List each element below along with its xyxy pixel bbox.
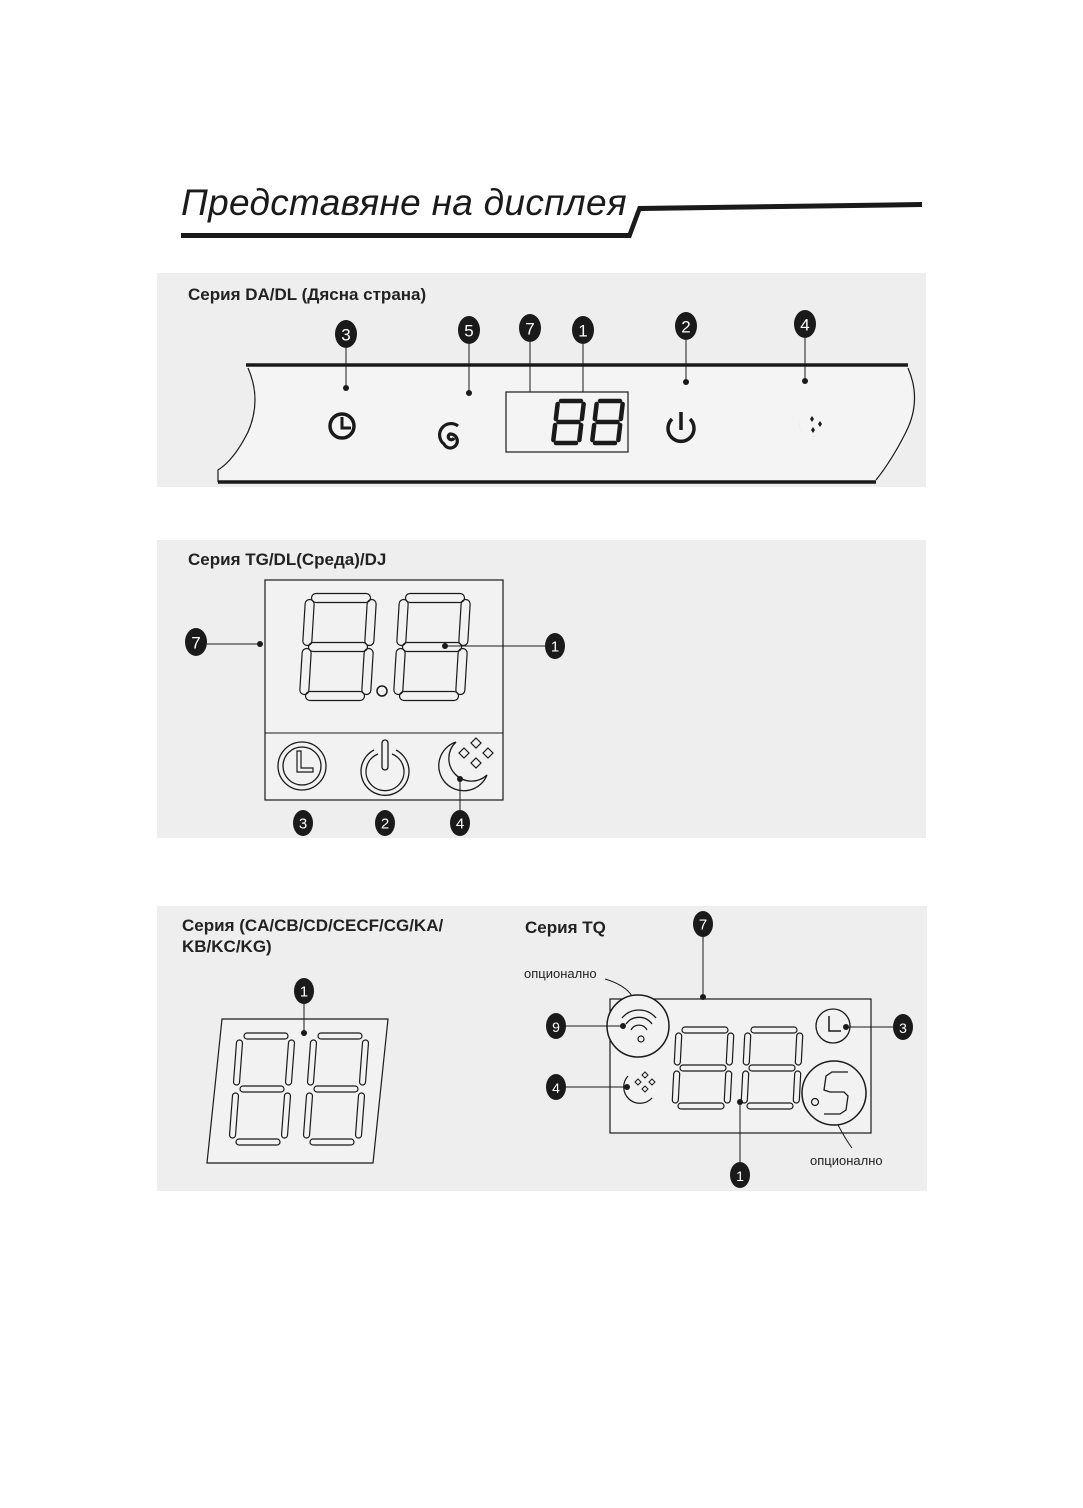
- panel-label: Серия (CA/CB/CD/CECF/CG/KA/ KB/KC/KG): [182, 916, 444, 956]
- callout-number: 1: [578, 321, 588, 341]
- optional-note: опционално: [810, 1153, 883, 1168]
- callout-number: 3: [341, 325, 351, 345]
- callout-number: 4: [552, 1080, 560, 1096]
- optional-note: опционално: [524, 966, 597, 981]
- callout-number: 1: [299, 983, 309, 1001]
- swing-icon[interactable]: [802, 1061, 866, 1125]
- callout-number: 2: [380, 815, 390, 833]
- callout-number: 5: [464, 321, 474, 341]
- callout-badge-7: [693, 911, 713, 1000]
- callout-number: 2: [681, 317, 691, 337]
- page-title: Представяне на дисплея: [181, 182, 627, 223]
- callout-number: 1: [736, 1168, 744, 1184]
- panel-label: Серия TQ: [525, 918, 606, 937]
- callout-number: 7: [191, 633, 201, 653]
- callout-number: 4: [455, 815, 465, 833]
- callout-number: 9: [552, 1019, 560, 1035]
- callout-number: 7: [525, 319, 535, 339]
- callout-number: 1: [550, 638, 560, 656]
- callout-number: 3: [298, 815, 308, 833]
- callout-number: 7: [698, 916, 708, 934]
- callout-number: 4: [800, 315, 810, 335]
- callout-number: 3: [899, 1020, 907, 1036]
- panel-label: Серия TG/DL(Среда)/DJ: [188, 550, 387, 569]
- panel-label: Серия DA/DL (Дясна страна): [188, 285, 427, 304]
